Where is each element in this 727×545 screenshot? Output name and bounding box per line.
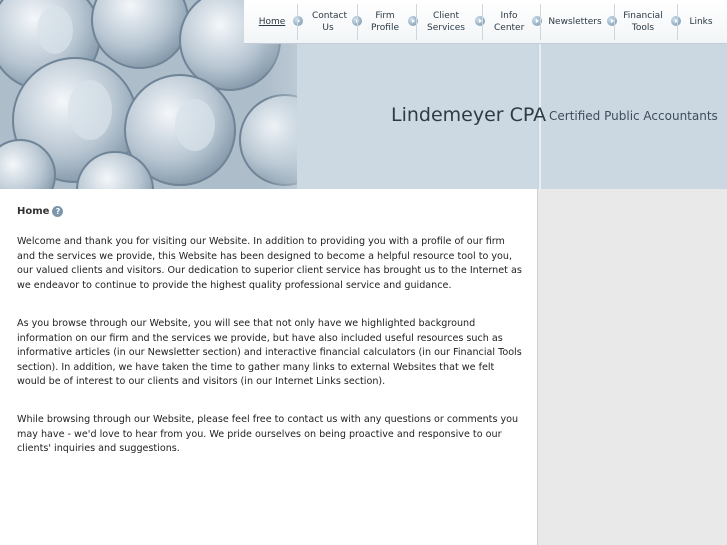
nav-item-links[interactable] xyxy=(684,0,718,44)
nav-label: Client Services xyxy=(427,11,465,33)
page-title xyxy=(17,206,63,217)
nav-item-financial-tools[interactable] xyxy=(621,0,665,44)
nav-bullet-icon xyxy=(475,16,485,26)
nav-divider xyxy=(540,4,541,40)
nav-label: Home xyxy=(258,17,286,27)
nav-divider xyxy=(416,4,417,40)
nav-item-client-services[interactable] xyxy=(422,0,470,44)
right-sidebar xyxy=(537,189,727,545)
nav-label: Contact Us xyxy=(312,11,348,33)
brand-tagline: Certified Public Accountants xyxy=(549,109,718,123)
help-icon[interactable]: ? xyxy=(52,206,63,217)
page-title-text: Home xyxy=(17,206,50,217)
nav-item-contact-us[interactable] xyxy=(306,0,350,44)
brand-title: Lindemeyer CPA xyxy=(391,104,547,126)
nav-label: Info Center xyxy=(494,11,525,33)
nav-divider xyxy=(482,4,483,40)
nav-label: Links xyxy=(689,17,713,27)
nav-label: Financial Tools xyxy=(623,11,663,33)
nav-item-info-center[interactable] xyxy=(488,0,530,44)
contact-paragraph: While browsing through our Website, please feel free to contact us with any questions or comments you may have - we'd love to hear from you. We pride ourselves on being proactive and responsive to our clients' inquiries and suggestions. xyxy=(17,414,519,454)
nav-divider xyxy=(357,4,358,40)
nav-bullet-icon xyxy=(607,16,617,26)
nav-divider xyxy=(297,4,298,40)
nav-item-home[interactable] xyxy=(250,0,294,44)
nav-label: Firm Profile xyxy=(371,11,399,33)
nav-divider xyxy=(677,4,678,40)
nav-label: Newsletters xyxy=(548,17,602,27)
nav-divider xyxy=(614,4,615,40)
intro-paragraph: Welcome and thank you for visiting our Website. In addition to providing you with a profile of our firm and the services we provide, this Website has been designed to become a helpful resource tool to you, our valued clients and visitors. Our dedication to superior client service has brought us to the Internet as we endeavor to continue to provide the highest quality professional service and guidance. xyxy=(17,236,522,291)
nav-bullet-icon xyxy=(671,16,681,26)
top-nav xyxy=(244,0,727,44)
browse-paragraph: As you browse through our Website, you will see that not only have we highlighted background information on our firm and the services we provide, but have also included useful resources such as informative articles (in our Newsletter section) and interactive financial calculators (in our Financial Tools section). In addition, we have taken the time to gather many links to external Websites that we felt would be of interest to our clients and visitors (in our Internet Links section). xyxy=(17,318,522,387)
nav-item-newsletters[interactable] xyxy=(546,0,604,44)
nav-bullet-icon xyxy=(293,16,303,26)
nav-item-firm-profile[interactable] xyxy=(364,0,406,44)
